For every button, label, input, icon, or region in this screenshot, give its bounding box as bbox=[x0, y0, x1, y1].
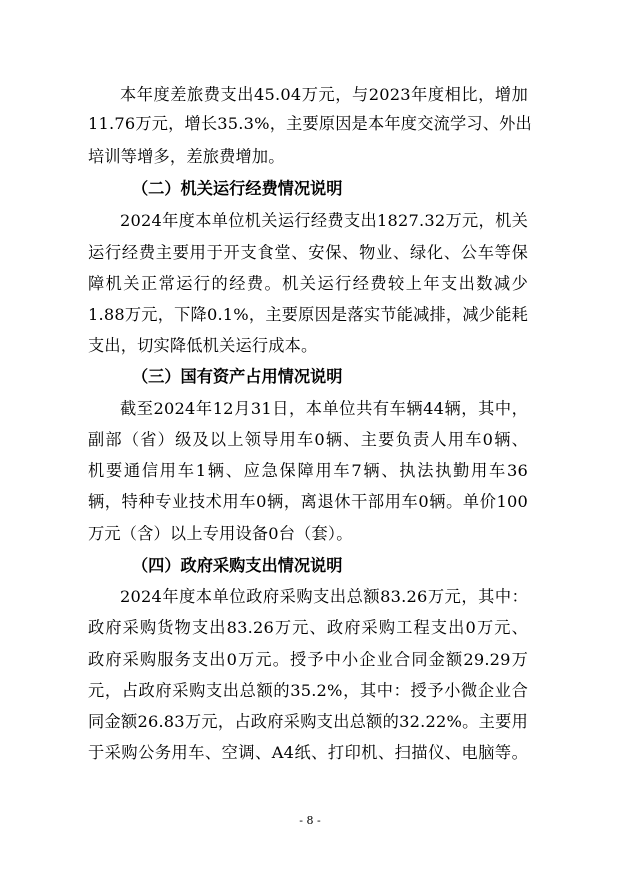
paragraph-line: 支出，切实降低机关运行成本。 bbox=[88, 336, 318, 355]
paragraph-line: 机要通信用车1辆、应急保障用车7辆、执法执勤用车36 bbox=[88, 461, 528, 480]
paragraph-line: 副部（省）级及以上领导用车0辆、主要负责人用车0辆、 bbox=[88, 430, 528, 449]
page-number: - 8 - bbox=[299, 814, 321, 827]
paragraph-line: 元，占政府采购支出总额的35.2%，其中：授予小微企业合 bbox=[88, 681, 528, 700]
paragraph-line: 同金额26.83万元，占政府采购支出总额的32.22%。主要用 bbox=[88, 712, 528, 731]
paragraph-line: 本年度差旅费支出45.04万元，与2023年度相比，增加 bbox=[120, 85, 528, 104]
paragraph-line: 政府采购货物支出83.26万元、政府采购工程支出0万元、 bbox=[88, 618, 528, 637]
paragraph-line: 2024年度本单位政府采购支出总额83.26万元，其中： bbox=[120, 587, 528, 606]
paragraph-line: 11.76万元，增长35.3%，主要原因是本年度交流学习、外出 bbox=[88, 114, 532, 133]
paragraph-line: 辆，特种专业技术用车0辆，离退休干部用车0辆。单价100 bbox=[88, 492, 528, 511]
paragraph-line: 万元（含）以上专用设备0台（套）。 bbox=[88, 524, 353, 543]
paragraph-line: 政府采购服务支出0万元。授予中小企业合同金额29.29万 bbox=[88, 650, 528, 669]
section-heading: （三）国有资产占用情况说明 bbox=[132, 367, 343, 386]
section-heading: （四）政府采购支出情况说明 bbox=[132, 556, 343, 575]
paragraph-line: 障机关正常运行的经费。机关运行经费较上年支出数减少 bbox=[88, 274, 528, 293]
paragraph-line: 于采购公务用车、空调、A4纸、打印机、扫描仪、电脑等。 bbox=[88, 743, 528, 762]
section-heading: （二）机关运行经费情况说明 bbox=[132, 179, 343, 198]
paragraph-line: 2024年度本单位机关运行经费支出1827.32万元，机关 bbox=[120, 211, 528, 230]
paragraph-line: 培训等增多，差旅费增加。 bbox=[88, 147, 285, 166]
paragraph-line: 运行经费主要用于开支食堂、安保、物业、绿化、公车等保 bbox=[88, 243, 528, 262]
paragraph-line: 截至2024年12月31日，本单位共有车辆44辆，其中， bbox=[120, 399, 528, 418]
paragraph-line: 1.88万元，下降0.1%，主要原因是落实节能减排，减少能耗 bbox=[88, 305, 528, 324]
